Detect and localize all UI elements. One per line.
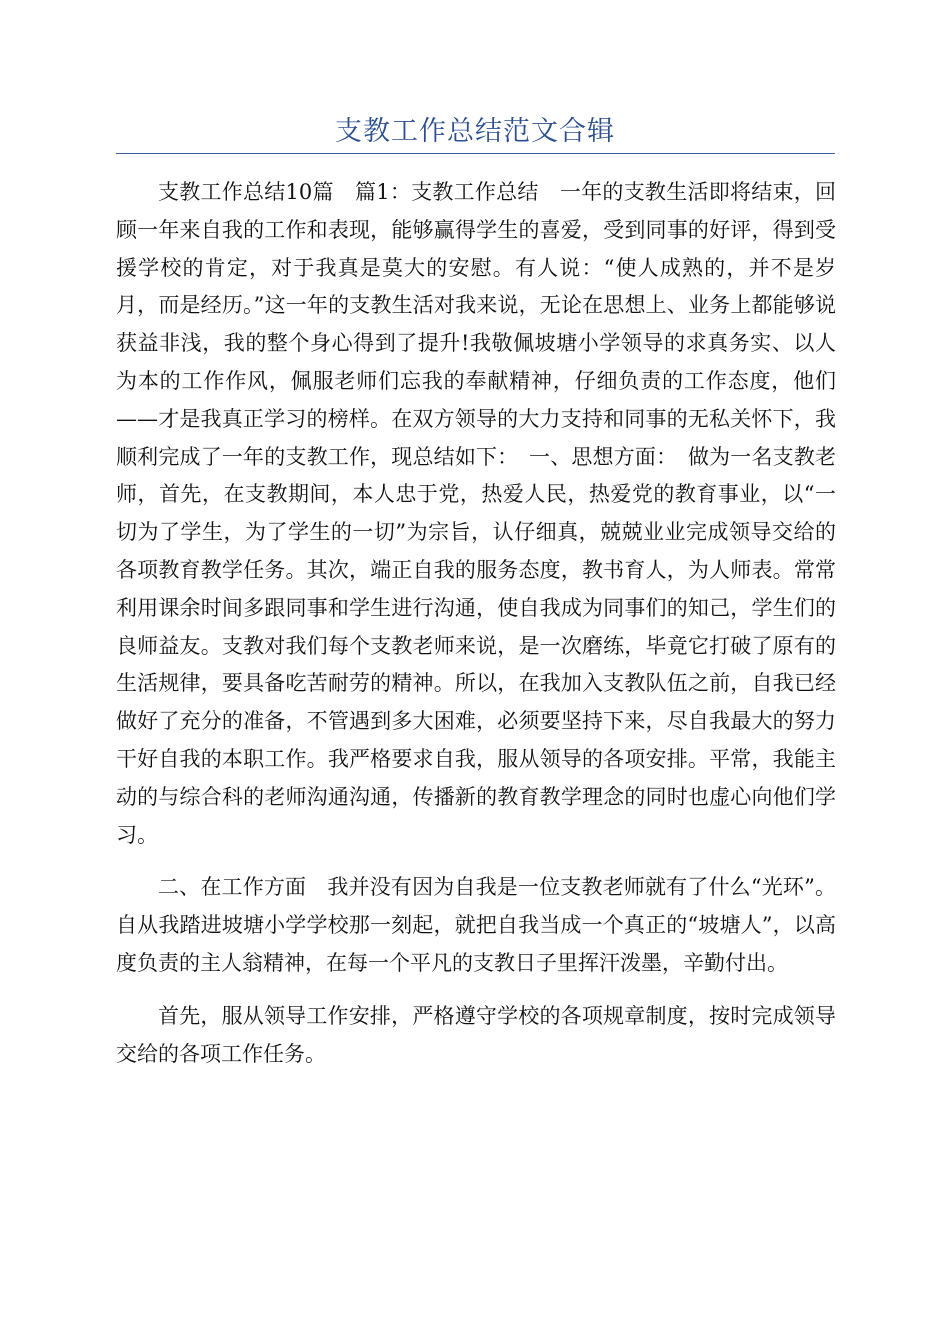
body-paragraph-1: 支教工作总结10篇 篇1：支教工作总结 一年的支教生活即将结束，回顾一年来自我的工作和表现，能够赢得学生的喜爱，受到同事的好评，得到受援学校的肯定，对于我真是莫大的安慰。有人说：“使人成熟的，并不是岁月，而是经历。”这一年的支教生活对我来说，无论在思想上、业务上都能够说获益非浅，我的整个身心得到了提升!我敬佩坡塘小学领导的求真务实、以人为本的工作作风，佩服老师们忘我的奉献精神，仔细负责的工作态度，他们——才是我真正学习的榜样。在双方领导的大力支持和同事的无私关怀下，我顺利完成了一年的支教工作，现总结如下： 一、思想方面： 做为一名支教老师，首先，在支教期间，本人忠于党，热爱人民，热爱党的教育事业，以“一切为了学生，为了学生的一切”为宗旨，认仔细真，兢兢业业完成领导交给的各项教育教学任务。其次，端正自我的服务态度，教书育人，为人师表。常常利用课余时间多跟同事和学生进行沟通，使自我成为同事们的知己，学生们的良师益友。支教对我们每个支教老师来说，是一次磨练，毕竟它打破了原有的生活规律，要具备吃苦耐劳的精神。所以，在我加入支教队伍之前，自我已经做好了充分的准备，不管遇到多大困难，必须要坚持下来，尽自我最大的努力干好自我的本职工作。我严格要求自我，服从领导的各项安排。平常，我能主动的与综合科的老师沟通沟通，传播新的教育教学理念的同时也虚心向他们学习。 xyxy=(116,180,836,847)
body-paragraph-3: 首先，服从领导工作安排，严格遵守学校的各项规章制度，按时完成领导交给的各项工作任务。 xyxy=(116,1003,836,1066)
document-body xyxy=(116,174,836,1088)
body-paragraph-2: 二、在工作方面 我并没有因为自我是一位支教老师就有了什么“光环”。自从我踏进坡塘小学学校那一刻起，就把自我当成一个真正的“坡塘人”，以高度负责的主人翁精神，在每一个平凡的支教日子里挥汗泼墨，辛勤付出。 xyxy=(116,875,836,975)
title-underline xyxy=(116,153,835,154)
document-title: 支教工作总结范文合辑 xyxy=(335,116,615,147)
